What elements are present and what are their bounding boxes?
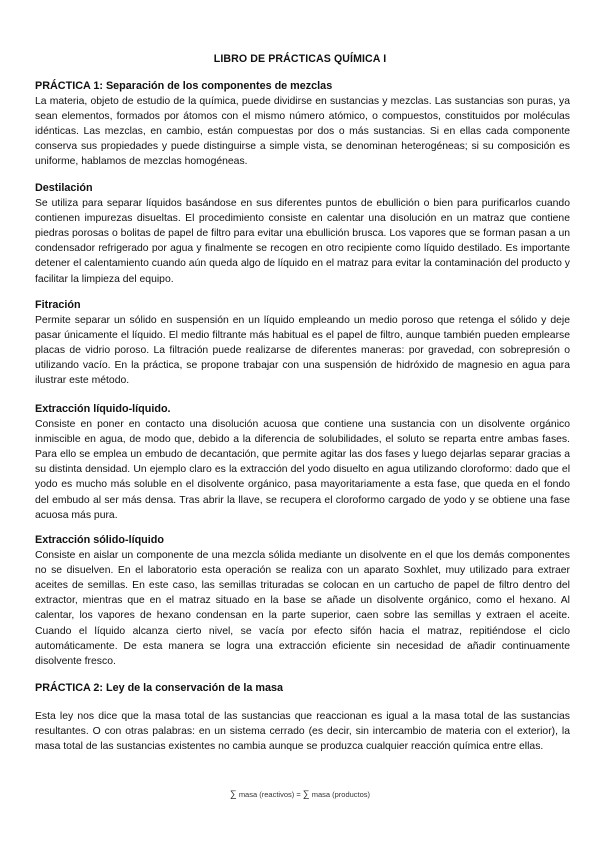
- destilacion-heading: Destilación: [35, 182, 93, 194]
- formula-equals: =: [296, 790, 301, 799]
- document-title: LIBRO DE PRÁCTICAS QUÍMICA I: [213, 53, 387, 65]
- section-extraccion-solido-liquido: [35, 533, 570, 669]
- section-destilacion: [35, 181, 570, 287]
- practica-2-body: Esta ley nos dice que la masa total de las sustancias que reaccionan es igual a la masa total de las sustancias resultantes. O con otras palabras: en un sistema cerrado (es decir, sin intercambio de materia con el exterior), la masa total de las sustancias existentes no cambia aunque se produzca cualquier reacción química entre ellas.: [35, 711, 570, 753]
- sum-symbol-right: ∑: [302, 789, 310, 800]
- extraccion-solido-heading: Extracción sólido-líquido: [35, 534, 164, 546]
- extraccion-liquido-heading: Extracción líquido-líquido.: [35, 403, 171, 415]
- practica-1-body: La materia, objeto de estudio de la química, puede dividirse en sustancias y mezclas. Las sustancias son puras, ya sean elementos, formados por átomos con el mismo número atómico, o compuestos, constituidos por moléculas idénticas. Las mezclas, en cambio, están compuestas por dos o más sustancias. Si en ellas cada componente conserva sus propiedades y puede distinguirse a simple vista, se denominan heterogéneas; si su composición es uniforme, hablamos de mezclas homogéneas.: [35, 96, 570, 168]
- filtracion-heading: Fitración: [35, 299, 81, 311]
- extraccion-solido-body: Consiste en aislar un componente de una mezcla sólida mediante un disolvente en el que los demás componentes no se disuelven. En el laboratorio esta operación se realiza con un aparato Soxhlet, muy utilizado para extraer aceites de semillas. En este caso, las semillas trituradas se colocan en un cartucho de papel de filtro dentro del extractor, mientras que en el matraz situado en la base se añade un disolvente orgánico, como el hexano. Al calentar, los vapores de hexano condensan en la parte superior, caen sobre las semillas y extraen el aceite. Cuando el líquido alcanza cierto nivel, se vacía por efecto sifón hacia el matraz, repitiéndose el ciclo automáticamente. De esta manera se logra una extracción eficiente sin necesidad de añadir continuamente disolvente fresco.: [35, 550, 570, 667]
- section-practica-1: [35, 79, 570, 170]
- practica-2-heading: PRÁCTICA 2: Ley de la conservación de la masa: [35, 682, 284, 694]
- formula-left-term: masa (reactivos): [238, 790, 295, 799]
- extraccion-liquido-body: Consiste en poner en contacto una disolución acuosa que contiene una sustancia con un disolvente orgánico inmiscible en agua, de modo que, debido a la diferencia de solubilidades, el soluto se reparta entre ambas fases. Para ello se emplea un embudo de decantación, que permite agitar las dos fases y luego dejarlas separar gracias a su distinta densidad. Un ejemplo claro es la extracción del yodo disuelto en agua utilizando cloroformo: dado que el yodo es mucho más soluble en el disolvente orgánico, pasa mayoritariamente a esta fase, que queda en el fondo del embudo al ser más densa. Tras abrir la llave, se recupera el cloroformo cargado de yodo y se obtiene una fase acuosa más pura.: [35, 419, 570, 521]
- practica-1-heading: PRÁCTICA 1: Separación de los componentes de mezclas: [35, 80, 333, 92]
- filtracion-body: Permite separar un sólido en suspensión en un líquido empleando un medio poroso que retenga el sólido y deje pasar únicamente el líquido. El medio filtrante más habitual es el papel de filtro, aunque también pueden emplearse placas de vidrio poroso. La filtración puede realizarse de diferentes maneras: por gravedad, con sobrepresión o utilizando vacío. En la práctica, se propone trabajar con una suspensión de hidróxido de magnesio en agua para ilustrar este método.: [35, 315, 570, 387]
- section-practica-2: [35, 681, 570, 754]
- destilacion-body: Se utiliza para separar líquidos basándose en sus diferentes puntos de ebullición o bien para purificarlos cuando contienen impurezas disueltas. El procedimiento consiste en calentar una disolución en un matraz que contiene piedras porosas o bolitas de papel de filtro para evitar una ebullición brusca. Los vapores que se forman pasan a un condensador refrigerado por agua y finalmente se recogen en otro recipiente como líquido destilado. Es importante detener el calentamiento cuando aún queda algo de líquido en el matraz para evitar la contaminación del producto y facilitar la limpieza del equipo.: [35, 198, 570, 285]
- sum-symbol-left: ∑: [229, 789, 237, 800]
- mass-conservation-formula: [0, 789, 600, 800]
- section-extraccion-liquido-liquido: [35, 402, 570, 523]
- section-filtracion: [35, 298, 570, 389]
- formula-right-term: masa (productos): [311, 790, 371, 799]
